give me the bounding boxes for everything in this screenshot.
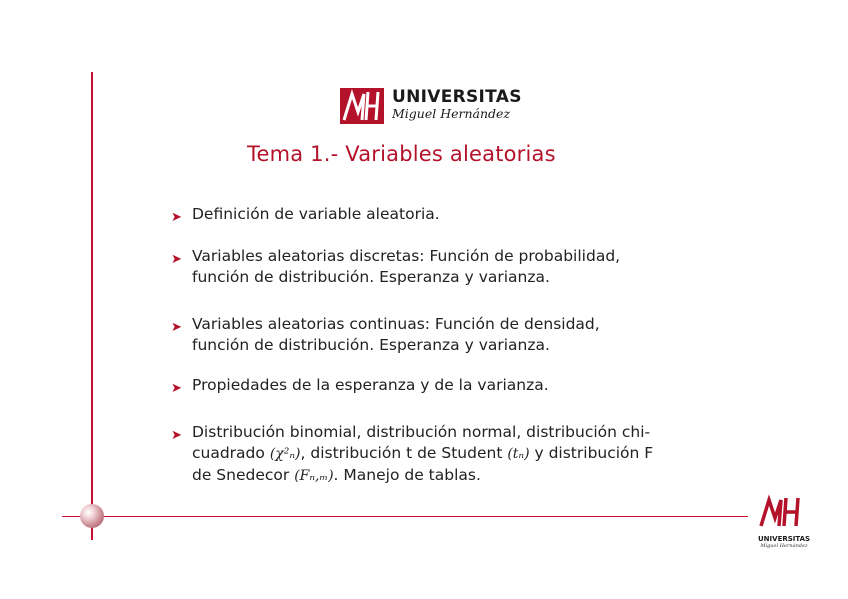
list-item [171, 375, 549, 396]
bullet-text: Propiedades de la esperanza y de la varianza. [192, 376, 549, 394]
rule-intersection-ornament [80, 504, 104, 528]
arrow-right-icon: ➤ [171, 428, 182, 443]
arrow-right-icon: ➤ [171, 252, 182, 267]
text-segment: de Snedecor [192, 466, 295, 484]
list-item [171, 204, 440, 225]
list-item [171, 246, 620, 288]
bullet-text: Definición de variable aleatoria. [192, 205, 440, 223]
text-segment: . Manejo de tablas. [333, 466, 481, 484]
mh-logo-icon [340, 84, 386, 126]
text-segment: cuadrado [192, 444, 270, 462]
arrow-right-icon: ➤ [171, 320, 182, 335]
math-chi-squared: (χ²ₙ) [269, 446, 301, 462]
math-snedecor-f: (Fₙ,ₘ) [294, 468, 334, 484]
arrow-right-icon: ➤ [171, 381, 182, 396]
university-logo [340, 84, 522, 126]
math-student-t: (tₙ) [507, 446, 530, 462]
mh-logo-icon [758, 492, 808, 530]
list-item [171, 422, 653, 487]
vertical-rule [91, 72, 93, 540]
bullet-text: función de distribución. Esperanza y varianza. [192, 268, 550, 286]
logo-miguel-hernandez: Miguel Hernández [392, 106, 511, 122]
corner-logo-miguel-hernandez: Miguel Hernández [760, 543, 808, 549]
arrow-right-icon: ➤ [171, 210, 182, 225]
horizontal-rule [62, 516, 748, 517]
bullet-text: Variables aleatorias continuas: Función de densidad, [192, 315, 600, 333]
slide-title: Tema 1.- Variables aleatorias [247, 142, 556, 166]
bullet-text [192, 465, 653, 487]
list-item [171, 314, 600, 356]
bullet-text: función de distribución. Esperanza y varianza. [192, 336, 550, 354]
text-segment: y distribución F [529, 444, 654, 462]
bullet-text: Distribución binomial, distribución normal, distribución chi- [192, 423, 651, 441]
corner-logo [758, 492, 810, 549]
bullet-text [192, 443, 653, 465]
bullet-text: Variables aleatorias discretas: Función de probabilidad, [192, 247, 621, 265]
corner-logo-universitas: UNIVERSITAS [758, 535, 811, 543]
logo-universitas: UNIVERSITAS [392, 87, 522, 108]
text-segment: , distribución t de Student [300, 444, 508, 462]
